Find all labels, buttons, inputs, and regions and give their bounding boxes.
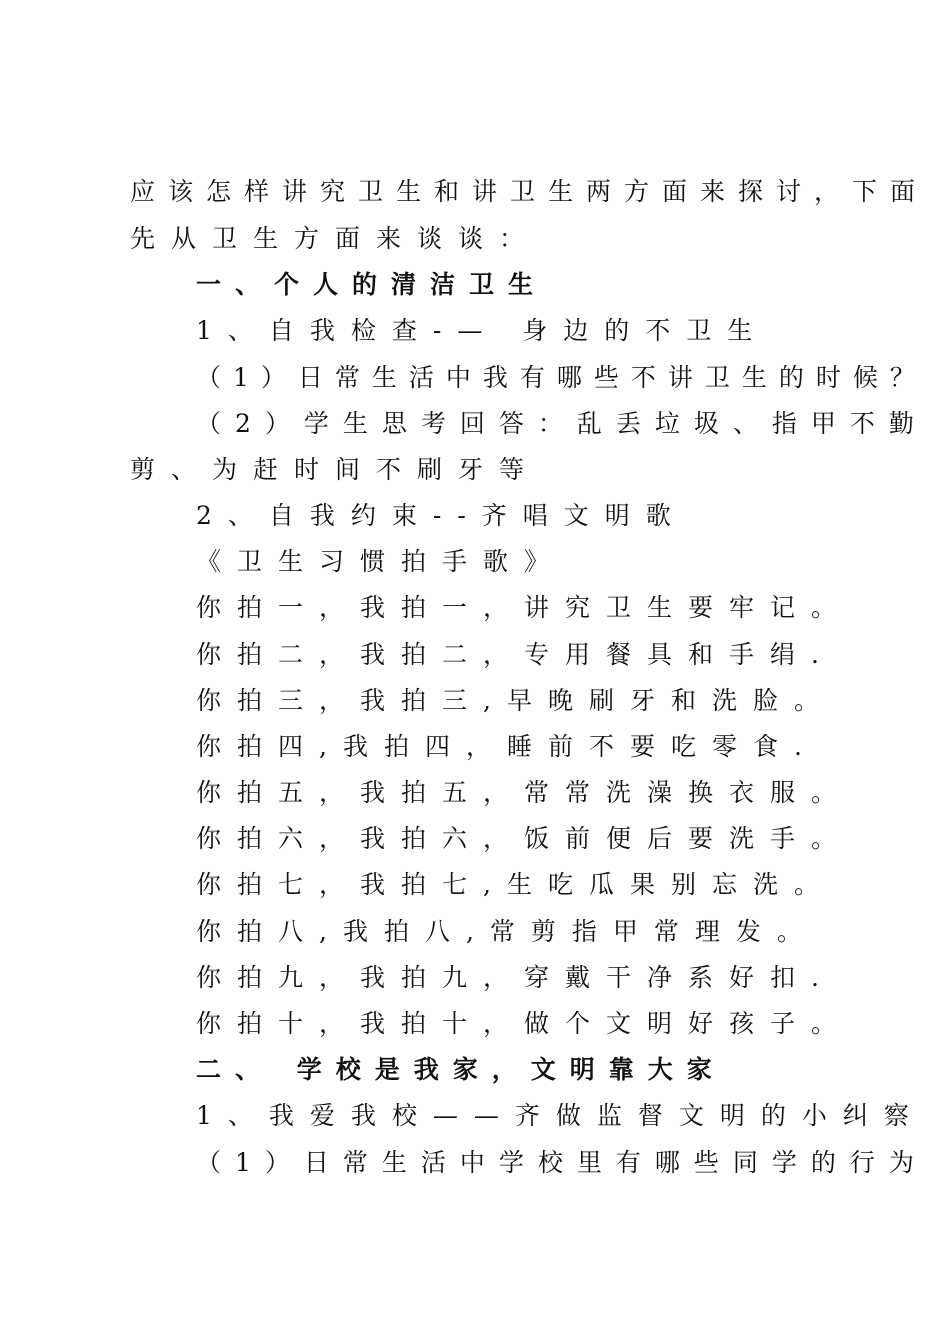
intro-line-2: 先从卫生方面来谈谈： [130, 224, 541, 253]
lyric-line: 你拍十，我拍十，做个文明好孩子。 [196, 1009, 853, 1038]
section-2-heading: 二、 学校是我家，文明靠大家 [196, 1055, 726, 1084]
section-1-question-1: （1）日常生活中我有哪些不讲卫生的时候？ [196, 363, 927, 392]
section-1-question-2-line-1: （2）学生思考回答：乱丢垃圾、指甲不勤 [196, 409, 928, 438]
lyric-line: 你拍七，我拍七,生吃瓜果别忘洗。 [196, 870, 835, 899]
song-title: 《卫生习惯拍手歌》 [196, 547, 566, 576]
lyric-line: 你拍二，我拍二，专用餐具和手绢. [196, 640, 835, 669]
section-1-item-2-title: 2、自我约束--齐唱文明歌 [196, 501, 687, 530]
lyric-line: 你拍六，我拍六，饭前便后要洗手。 [196, 824, 853, 853]
lyric-line: 你拍八,我拍八,常剪指甲常理发。 [196, 917, 818, 946]
lyric-line: 你拍四,我拍四，睡前不要吃零食. [196, 732, 818, 761]
lyric-line: 你拍一，我拍一，讲究卫生要牢记。 [196, 593, 853, 622]
intro-line-1: 应该怎样讲究卫生和讲卫生两方面来探讨，下面 [130, 177, 929, 206]
section-1-heading: 一、个人的清洁卫生 [196, 270, 548, 299]
lyric-line: 你拍三，我拍三,早晚刷牙和洗脸。 [196, 686, 835, 715]
section-2-item-1-title: 1、我爱我校——齐做监督文明的小纠察 [196, 1101, 925, 1130]
lyric-line: 你拍九，我拍九，穿戴干净系好扣. [196, 963, 835, 992]
section-1-question-2-line-2: 剪、为赶时间不刷牙等 [130, 455, 541, 484]
section-1-item-1-title: 1、自我检查-— 身边的不卫生 [196, 316, 769, 345]
lyric-line: 你拍五，我拍五，常常洗澡换衣服。 [196, 778, 853, 807]
section-2-question-1: （1）日常生活中学校里有哪些同学的行为 [196, 1148, 928, 1177]
